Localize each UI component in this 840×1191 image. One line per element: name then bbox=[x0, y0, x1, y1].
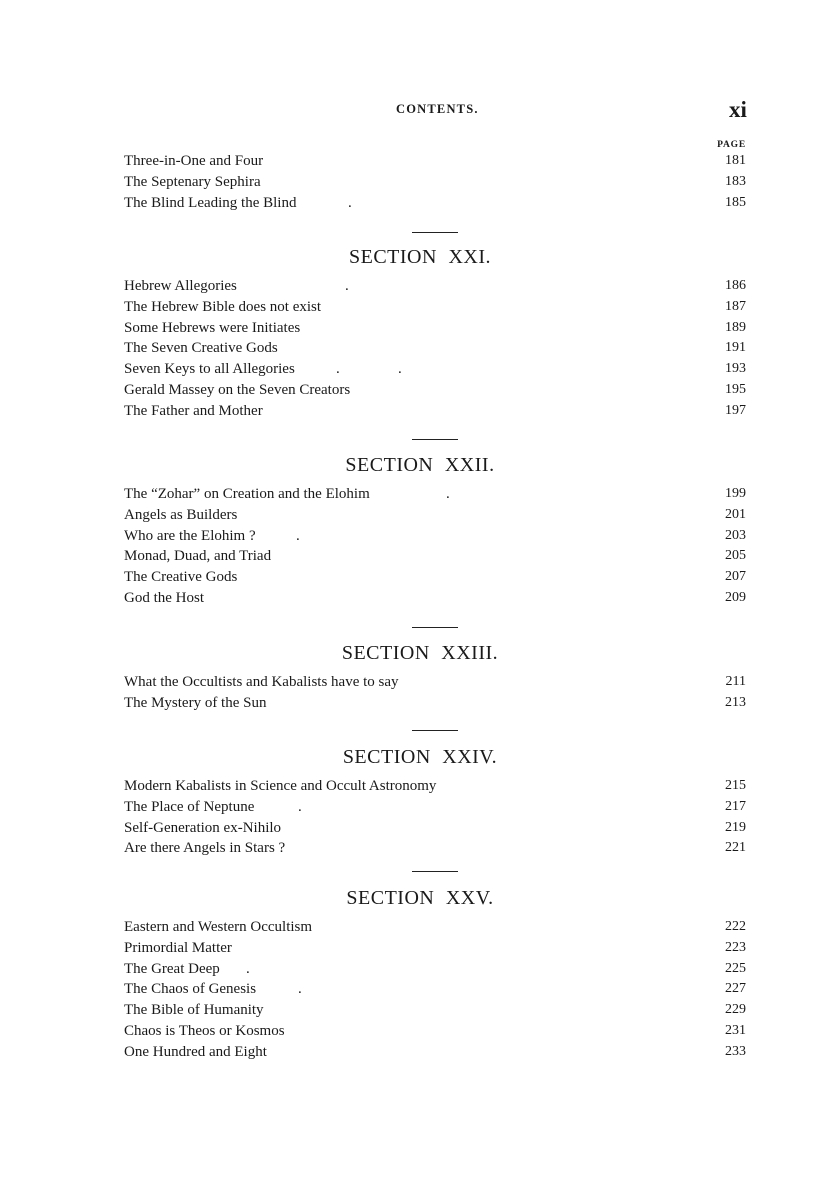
toc-entry[interactable] bbox=[124, 318, 746, 339]
section-entries bbox=[124, 776, 746, 859]
page-column-label: PAGE bbox=[717, 140, 746, 150]
section-heading: SECTION XXV. bbox=[346, 887, 494, 909]
toc-entry-title: One Hundred and Eight bbox=[124, 1043, 267, 1060]
toc-entry-title: Eastern and Western Occultism bbox=[124, 919, 313, 935]
toc-entry[interactable] bbox=[124, 546, 746, 567]
toc-entry-title: The “Zohar” on Creation and the Elohim bbox=[124, 486, 370, 502]
toc-entry-page: 209 bbox=[725, 589, 746, 605]
section-heading: SECTION XXI. bbox=[349, 246, 491, 268]
toc-entry-page: 211 bbox=[725, 674, 746, 689]
intro-entries bbox=[124, 151, 746, 213]
toc-entry[interactable] bbox=[124, 838, 746, 859]
toc-entry-page: 217 bbox=[725, 798, 746, 814]
toc-entry-title: Chaos is Theos or Kosmos bbox=[124, 1022, 285, 1039]
toc-entry-title: The Hebrew Bible does not exist bbox=[124, 298, 322, 315]
toc-entry[interactable] bbox=[124, 818, 746, 839]
section-entries bbox=[124, 672, 746, 714]
toc-entry[interactable] bbox=[124, 380, 746, 401]
section-divider bbox=[412, 627, 458, 628]
toc-entry-title: The Place of Neptune bbox=[124, 798, 255, 815]
leader-dot: . bbox=[336, 361, 340, 378]
toc-entry-page: 193 bbox=[725, 361, 746, 377]
leader-dot: . bbox=[296, 527, 300, 544]
leader-dot: . bbox=[246, 960, 250, 977]
section-entries bbox=[124, 276, 746, 422]
toc-entry[interactable] bbox=[124, 588, 746, 609]
toc-entry[interactable] bbox=[124, 672, 746, 693]
running-header bbox=[0, 97, 840, 126]
toc-entry-title: The Septenary Sephira bbox=[124, 173, 261, 190]
toc-entry[interactable] bbox=[124, 151, 746, 172]
toc-entry-page: 187 bbox=[725, 298, 746, 314]
toc-entry-page: 221 bbox=[725, 840, 746, 856]
toc-entry-page: 199 bbox=[725, 486, 746, 501]
toc-entry-page: 231 bbox=[725, 1022, 746, 1038]
toc-entry-title: Three-in-One and Four bbox=[124, 153, 264, 169]
toc-entry[interactable] bbox=[124, 276, 746, 297]
toc-entry-title: The Mystery of the Sun bbox=[124, 694, 267, 711]
toc-entry-page: 185 bbox=[725, 194, 746, 210]
toc-entry-title: The Bible of Humanity bbox=[124, 1002, 264, 1019]
toc-entry[interactable] bbox=[124, 172, 746, 193]
leader-dot: . bbox=[398, 361, 402, 378]
toc-entry-title: Monad, Duad, and Triad bbox=[124, 548, 272, 565]
toc-entry[interactable] bbox=[124, 693, 746, 714]
toc-entry[interactable] bbox=[124, 297, 746, 318]
toc-entry[interactable] bbox=[124, 959, 746, 980]
leader-dot: . bbox=[298, 798, 302, 815]
toc-entry-page: 203 bbox=[725, 527, 746, 543]
toc-entry-title: Self-Generation ex-Nihilo bbox=[124, 819, 282, 836]
toc-entry-page: 225 bbox=[725, 960, 746, 976]
toc-entry[interactable] bbox=[124, 1000, 746, 1021]
toc-entry-page: 191 bbox=[725, 340, 746, 356]
toc-entry-page: 205 bbox=[725, 548, 746, 564]
toc-entry-page: 183 bbox=[725, 173, 746, 189]
leader-dot: . bbox=[348, 194, 352, 211]
toc-entry[interactable] bbox=[124, 1021, 746, 1042]
toc-entry-page: 227 bbox=[725, 981, 746, 997]
toc-entry-title: Seven Keys to all Allegories bbox=[124, 361, 295, 378]
toc-entry-title: Primordial Matter bbox=[124, 939, 232, 956]
toc-entry-page: 213 bbox=[725, 694, 746, 710]
toc-entry-page: 222 bbox=[725, 919, 746, 934]
toc-entry-page: 201 bbox=[725, 506, 746, 522]
section-heading: SECTION XXIII. bbox=[341, 642, 499, 664]
section-divider bbox=[412, 871, 458, 872]
toc-entry-title: The Chaos of Genesis bbox=[124, 981, 257, 998]
toc-entry[interactable] bbox=[124, 526, 746, 547]
section-heading: SECTION XXIV. bbox=[342, 746, 498, 768]
toc-entry-page: 219 bbox=[725, 819, 746, 835]
toc-entry[interactable] bbox=[124, 567, 746, 588]
toc-entry[interactable] bbox=[124, 797, 746, 818]
section-entries bbox=[124, 917, 746, 1063]
section-divider bbox=[412, 232, 458, 233]
toc-entry[interactable] bbox=[124, 484, 746, 505]
toc-entry-page: 229 bbox=[725, 1002, 746, 1018]
toc-entry-page: 186 bbox=[725, 278, 746, 293]
section-heading: SECTION XXII. bbox=[345, 454, 495, 476]
section-divider bbox=[412, 730, 458, 731]
toc-entry[interactable] bbox=[124, 938, 746, 959]
running-header-title: CONTENTS. bbox=[396, 102, 479, 116]
toc-entry[interactable] bbox=[124, 1042, 746, 1063]
toc-entry-page: 223 bbox=[725, 939, 746, 955]
toc-entry[interactable] bbox=[124, 917, 746, 938]
toc-entry-title: The Great Deep bbox=[124, 960, 220, 977]
toc-entry[interactable] bbox=[124, 776, 746, 797]
toc-entry-title: What the Occultists and Kabalists have to say bbox=[124, 674, 399, 690]
toc-entry-title: Modern Kabalists in Science and Occult Astronomy bbox=[124, 778, 437, 794]
toc-entry-page: 207 bbox=[725, 569, 746, 585]
toc-entry-title: The Father and Mother bbox=[124, 402, 263, 419]
toc-entry-title: Angels as Builders bbox=[124, 506, 238, 523]
running-header-page-number: xi bbox=[729, 97, 747, 122]
toc-entry-page: 189 bbox=[725, 319, 746, 335]
section-divider bbox=[412, 439, 458, 440]
toc-entry-title: Are there Angels in Stars ? bbox=[124, 840, 286, 857]
toc-entry-title: Gerald Massey on the Seven Creators bbox=[124, 381, 351, 398]
toc-entry[interactable] bbox=[124, 505, 746, 526]
toc-entry[interactable] bbox=[124, 359, 746, 380]
toc-entry-title: Hebrew Allegories bbox=[124, 278, 237, 294]
toc-entry-title: God the Host bbox=[124, 589, 204, 606]
toc-entry-title: Some Hebrews were Initiates bbox=[124, 319, 301, 336]
toc-entry-page: 197 bbox=[725, 402, 746, 418]
toc-entry-title: The Seven Creative Gods bbox=[124, 340, 278, 357]
toc-entry-page: 181 bbox=[725, 153, 746, 168]
leader-dot: . bbox=[298, 981, 302, 998]
toc-entry-page: 195 bbox=[725, 381, 746, 397]
toc-entry[interactable] bbox=[124, 193, 746, 214]
toc-entry[interactable] bbox=[124, 338, 746, 359]
toc-entry-page: 215 bbox=[725, 778, 746, 793]
section-entries bbox=[124, 484, 746, 609]
toc-entry-title: The Blind Leading the Blind bbox=[124, 194, 297, 211]
toc-entry-page: 233 bbox=[725, 1043, 746, 1059]
leader-dot: . bbox=[345, 278, 349, 294]
leader-dot: . bbox=[446, 486, 450, 502]
toc-entry-title: Who are the Elohim ? bbox=[124, 527, 256, 544]
toc-entry-title: The Creative Gods bbox=[124, 569, 238, 586]
toc-entry[interactable] bbox=[124, 979, 746, 1000]
toc-entry[interactable] bbox=[124, 401, 746, 422]
